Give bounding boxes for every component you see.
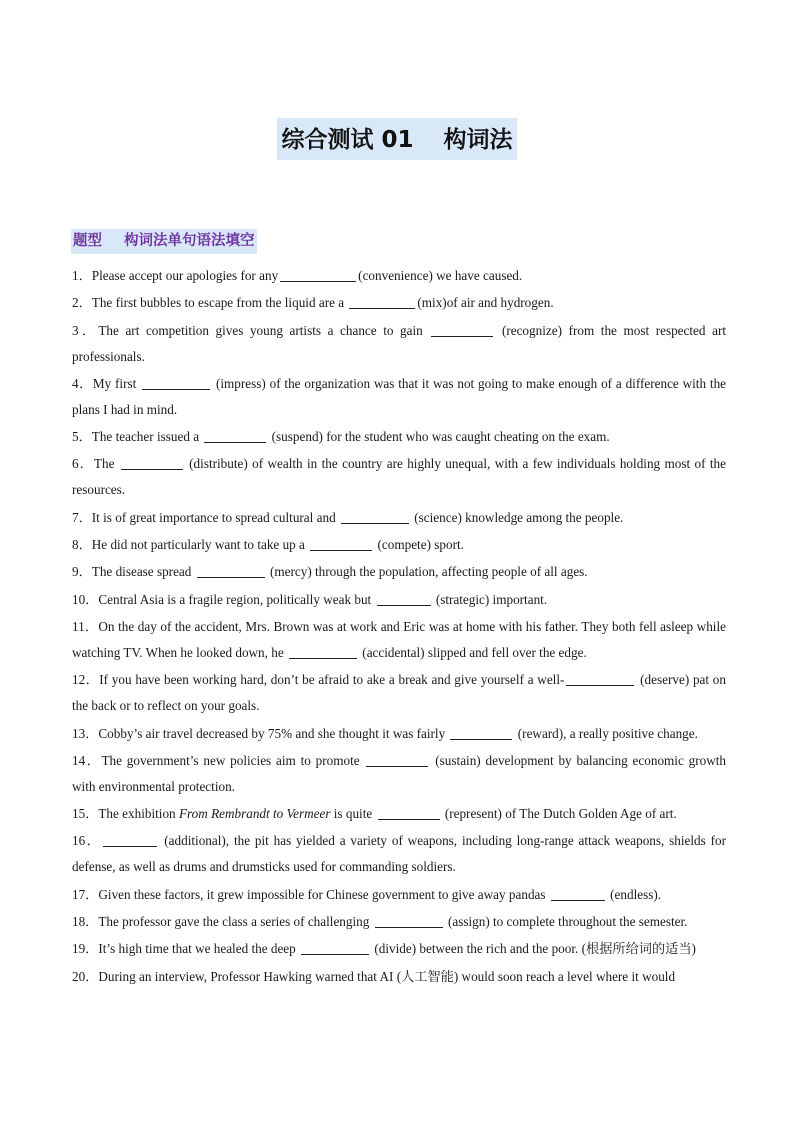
question-number: 4． xyxy=(72,375,93,391)
question-13 xyxy=(72,721,726,747)
answer-blank[interactable] xyxy=(566,671,634,686)
question-text: It is of great importance to spread cultural and xyxy=(91,509,339,525)
question-text: Please accept our apologies for any xyxy=(91,268,279,283)
question-number: 18． xyxy=(72,914,99,930)
question-8 xyxy=(72,532,726,558)
question-text: is quite xyxy=(330,806,376,822)
question-4 xyxy=(72,371,726,423)
question-text: (compete) sport. xyxy=(374,537,464,553)
question-text: My first xyxy=(92,375,141,391)
question-number: 3． xyxy=(72,322,99,338)
question-text: (endless). xyxy=(606,886,662,902)
question-text: (represent) of The Dutch Golden Age of art. xyxy=(441,806,677,822)
question-1 xyxy=(72,263,726,289)
question-12 xyxy=(72,667,726,719)
question-text: (deserve) pat on the back or to reflect on your goals. xyxy=(72,672,726,714)
answer-blank[interactable] xyxy=(310,536,372,551)
question-number: 7． xyxy=(72,509,92,525)
question-text: Central Asia is a fragile region, politically weak but xyxy=(98,591,375,607)
question-number: 1． xyxy=(72,268,92,283)
title-main: 综合测试 01 xyxy=(281,127,414,153)
answer-blank[interactable] xyxy=(197,563,265,578)
answer-blank[interactable] xyxy=(280,267,356,282)
question-number: 16． xyxy=(72,833,102,849)
page-title xyxy=(277,118,517,160)
question-text: (strategic) important. xyxy=(432,591,548,607)
question-text: (sustain) development by balancing economic growth with environmental protection. xyxy=(72,752,726,794)
question-number: 14． xyxy=(72,752,102,768)
question-number: 8． xyxy=(72,537,92,553)
answer-blank[interactable] xyxy=(551,886,605,901)
answer-blank[interactable] xyxy=(450,725,512,740)
question-text: The art competition gives young artists a chance to gain xyxy=(98,322,430,338)
question-text: During an interview, Professor Hawking warned that AI (人工智能) would soon reach a level where it would xyxy=(98,968,676,984)
question-text: The exhibition xyxy=(98,806,179,822)
question-text: (reward), a really positive change. xyxy=(514,725,698,741)
question-text: The disease spread xyxy=(91,564,195,580)
question-number: 20． xyxy=(72,968,99,984)
question-3 xyxy=(72,318,726,370)
question-number: 5． xyxy=(72,429,92,445)
question-number: 2． xyxy=(72,295,92,311)
question-text: (mix)of air and hydrogen. xyxy=(417,295,554,311)
question-text: The government’s new policies aim to promote xyxy=(101,752,365,768)
answer-blank[interactable] xyxy=(341,509,409,524)
question-text: (mercy) through the population, affecting people of all ages. xyxy=(266,564,588,580)
question-number: 9． xyxy=(72,564,92,580)
answer-blank[interactable] xyxy=(431,322,493,337)
question-text: (suspend) for the student who was caught cheating on the exam. xyxy=(268,429,610,445)
question-text: It’s high time that we healed the deep xyxy=(98,941,300,957)
question-number: 10． xyxy=(72,591,99,607)
question-11 xyxy=(72,614,726,666)
question-text: Given these factors, it grew impossible for Chinese government to give away pandas xyxy=(98,886,549,902)
question-text: (science) knowledge among the people. xyxy=(410,509,624,525)
question-text: (additional), the pit has yielded a variety of weapons, including long-range attack weapons, shields for defense, as well as drums and drumsticks used for commanding soldiers. xyxy=(72,833,726,875)
question-text: (recognize) from the most respected art professionals. xyxy=(72,322,726,364)
answer-blank[interactable] xyxy=(366,752,428,767)
answer-blank[interactable] xyxy=(121,455,183,470)
section-heading xyxy=(71,229,257,254)
question-text: The xyxy=(93,456,119,472)
answer-blank[interactable] xyxy=(377,591,431,606)
question-text: The professor gave the class a series of challenging xyxy=(98,914,373,930)
answer-blank[interactable] xyxy=(142,375,210,390)
question-18 xyxy=(72,909,726,935)
question-17 xyxy=(72,882,726,908)
answer-blank[interactable] xyxy=(289,644,357,659)
question-14 xyxy=(72,748,726,800)
question-number: 17． xyxy=(72,886,99,902)
question-19 xyxy=(72,936,726,962)
answer-blank[interactable] xyxy=(204,428,266,443)
answer-blank[interactable] xyxy=(349,294,415,309)
question-16 xyxy=(72,828,726,880)
exhibition-title: From Rembrandt to Vermeer xyxy=(178,806,331,822)
question-6 xyxy=(72,451,726,503)
answer-blank[interactable] xyxy=(301,940,369,955)
question-number: 12． xyxy=(72,672,100,688)
question-list xyxy=(72,263,726,991)
question-text: If you have been working hard, don’t be afraid to ake a break and give yourself a well- xyxy=(99,672,565,688)
question-text: (divide) between the rich and the poor. (根据所给词的适当) xyxy=(371,941,696,957)
question-15 xyxy=(72,801,726,827)
title-topic: 构词法 xyxy=(443,127,513,153)
question-5 xyxy=(72,424,726,450)
question-7 xyxy=(72,505,726,531)
question-text: (accidental) slipped and fell over the edge. xyxy=(359,644,587,660)
question-text: (assign) to complete throughout the semester. xyxy=(444,914,688,930)
question-text: Cobby’s air travel decreased by 75% and she thought it was fairly xyxy=(98,725,449,741)
question-text: (convenience) we have caused. xyxy=(358,268,523,283)
question-text: (impress) of the organization was that it was not going to make enough of a difference with the plans I had in mind. xyxy=(72,375,727,417)
section-name: 构词法单句语法填空 xyxy=(124,233,255,249)
question-number: 15． xyxy=(72,806,99,822)
question-9 xyxy=(72,559,726,585)
question-number: 6． xyxy=(72,456,94,472)
question-20 xyxy=(72,964,726,990)
answer-blank[interactable] xyxy=(378,805,440,820)
section-label: 题型 xyxy=(73,233,102,249)
question-number: 11． xyxy=(72,618,99,634)
question-text: The teacher issued a xyxy=(91,429,203,445)
question-2 xyxy=(72,290,726,316)
question-text: The first bubbles to escape from the liquid are a xyxy=(91,295,348,311)
question-text: He did not particularly want to take up a xyxy=(91,537,309,553)
question-number: 19． xyxy=(72,941,99,957)
question-text: (distribute) of wealth in the country are highly unequal, with a few individuals holding most of the resources. xyxy=(72,456,726,498)
question-number: 13． xyxy=(72,725,99,741)
question-10 xyxy=(72,587,726,613)
answer-blank[interactable] xyxy=(375,913,443,928)
answer-blank[interactable] xyxy=(103,832,157,847)
question-text: On the day of the accident, Mrs. Brown was at work and Eric was at home with his father. They both fell asleep while watching TV. When he looked down, he xyxy=(72,618,726,660)
